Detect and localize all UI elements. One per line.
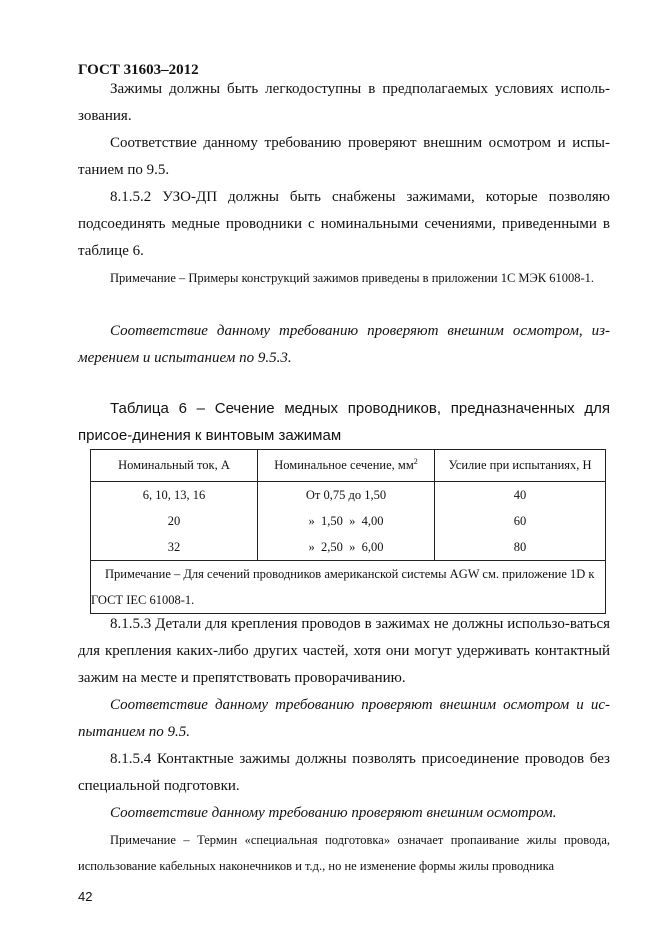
paragraph-compliance-4: Соответствие данному требованию проверяют внешним осмотром.	[110, 805, 557, 821]
paragraph-8-1-5-2: 8.1.5.2 УЗО-ДП должны быть снабжены зажимами, которые позволяю подсоединять медные проводники с номинальными сечениями, приведенными в таблице 6.	[78, 189, 610, 259]
paragraph-8-1-5-4: 8.1.5.4 Контактные зажимы должны позволять присоединение проводов без специальной подготовки.	[78, 751, 610, 794]
value-force-1: 40	[513, 488, 527, 502]
header-cross-section	[258, 450, 435, 482]
value-section-3: » 2,50 » 6,00	[308, 540, 384, 554]
cell-test-force	[435, 482, 606, 561]
value-current-2: 20	[167, 514, 181, 528]
paragraph-8-1-5-3: 8.1.5.3 Детали для крепления проводов в зажимах не должны использо-ваться для крепления каких-либо других частей, хотя они могут удерживать контактный зажим на месте и препятствовать проворачиванию.	[78, 616, 610, 686]
table-note-text: Примечание – Для сечений проводников американской системы AGW см. приложение 1D к ГОСТ IEC 61008-1.	[91, 567, 595, 607]
cell-cross-section	[258, 482, 435, 561]
table-note	[91, 561, 606, 614]
table-note-row	[91, 561, 606, 614]
paragraph-terminals-accessible: Зажимы должны быть легкодоступны в предполагаемых условиях исполь-зования.	[78, 81, 610, 124]
note-special-preparation: Примечание – Термин «специальная подготовка» означает пропаивание жилы провода, использование кабельных наконечников и т.д., но не изменение формы жилы проводника	[78, 833, 610, 873]
page-number: 42	[78, 889, 93, 904]
header-rated-current: Номинальный ток, А	[91, 450, 258, 482]
table-header-row	[91, 450, 606, 482]
document-header: ГОСТ 31603–2012	[78, 62, 199, 78]
header-test-force: Усилие при испытаниях, Н	[435, 450, 606, 482]
value-force-3: 80	[513, 540, 527, 554]
paragraph-compliance-2: Соответствие данному требованию проверяют внешним осмотром, из-мерением и испытанием по 9.5.3.	[78, 323, 610, 366]
value-section-1: От 0,75 до 1,50	[305, 488, 387, 502]
value-current-1: 6, 10, 13, 16	[142, 488, 206, 502]
note-terminal-designs: Примечание – Примеры конструкций зажимов приведены в приложении 1С МЭК 61008-1.	[110, 271, 595, 285]
paragraph-compliance-3: Соответствие данному требованию проверяют внешним осмотром и ис-пытанием по 9.5.	[78, 697, 610, 740]
value-current-3: 32	[167, 540, 181, 554]
table-row	[91, 482, 606, 561]
paragraph-compliance-1: Соответствие данному требованию проверяют внешним осмотром и испы-танием по 9.5.	[78, 135, 610, 178]
value-section-2: » 1,50 » 4,00	[308, 514, 384, 528]
cell-rated-current	[91, 482, 258, 561]
table-caption: Таблица 6 – Сечение медных проводников, предназначенных для присое-динения к винтовым зажимам	[78, 400, 610, 444]
conductor-table	[90, 449, 606, 614]
header-cross-section-text: Номинальное сечение, мм	[274, 458, 414, 472]
value-force-2: 60	[513, 514, 527, 528]
header-cross-section-sup: 2	[413, 456, 418, 466]
